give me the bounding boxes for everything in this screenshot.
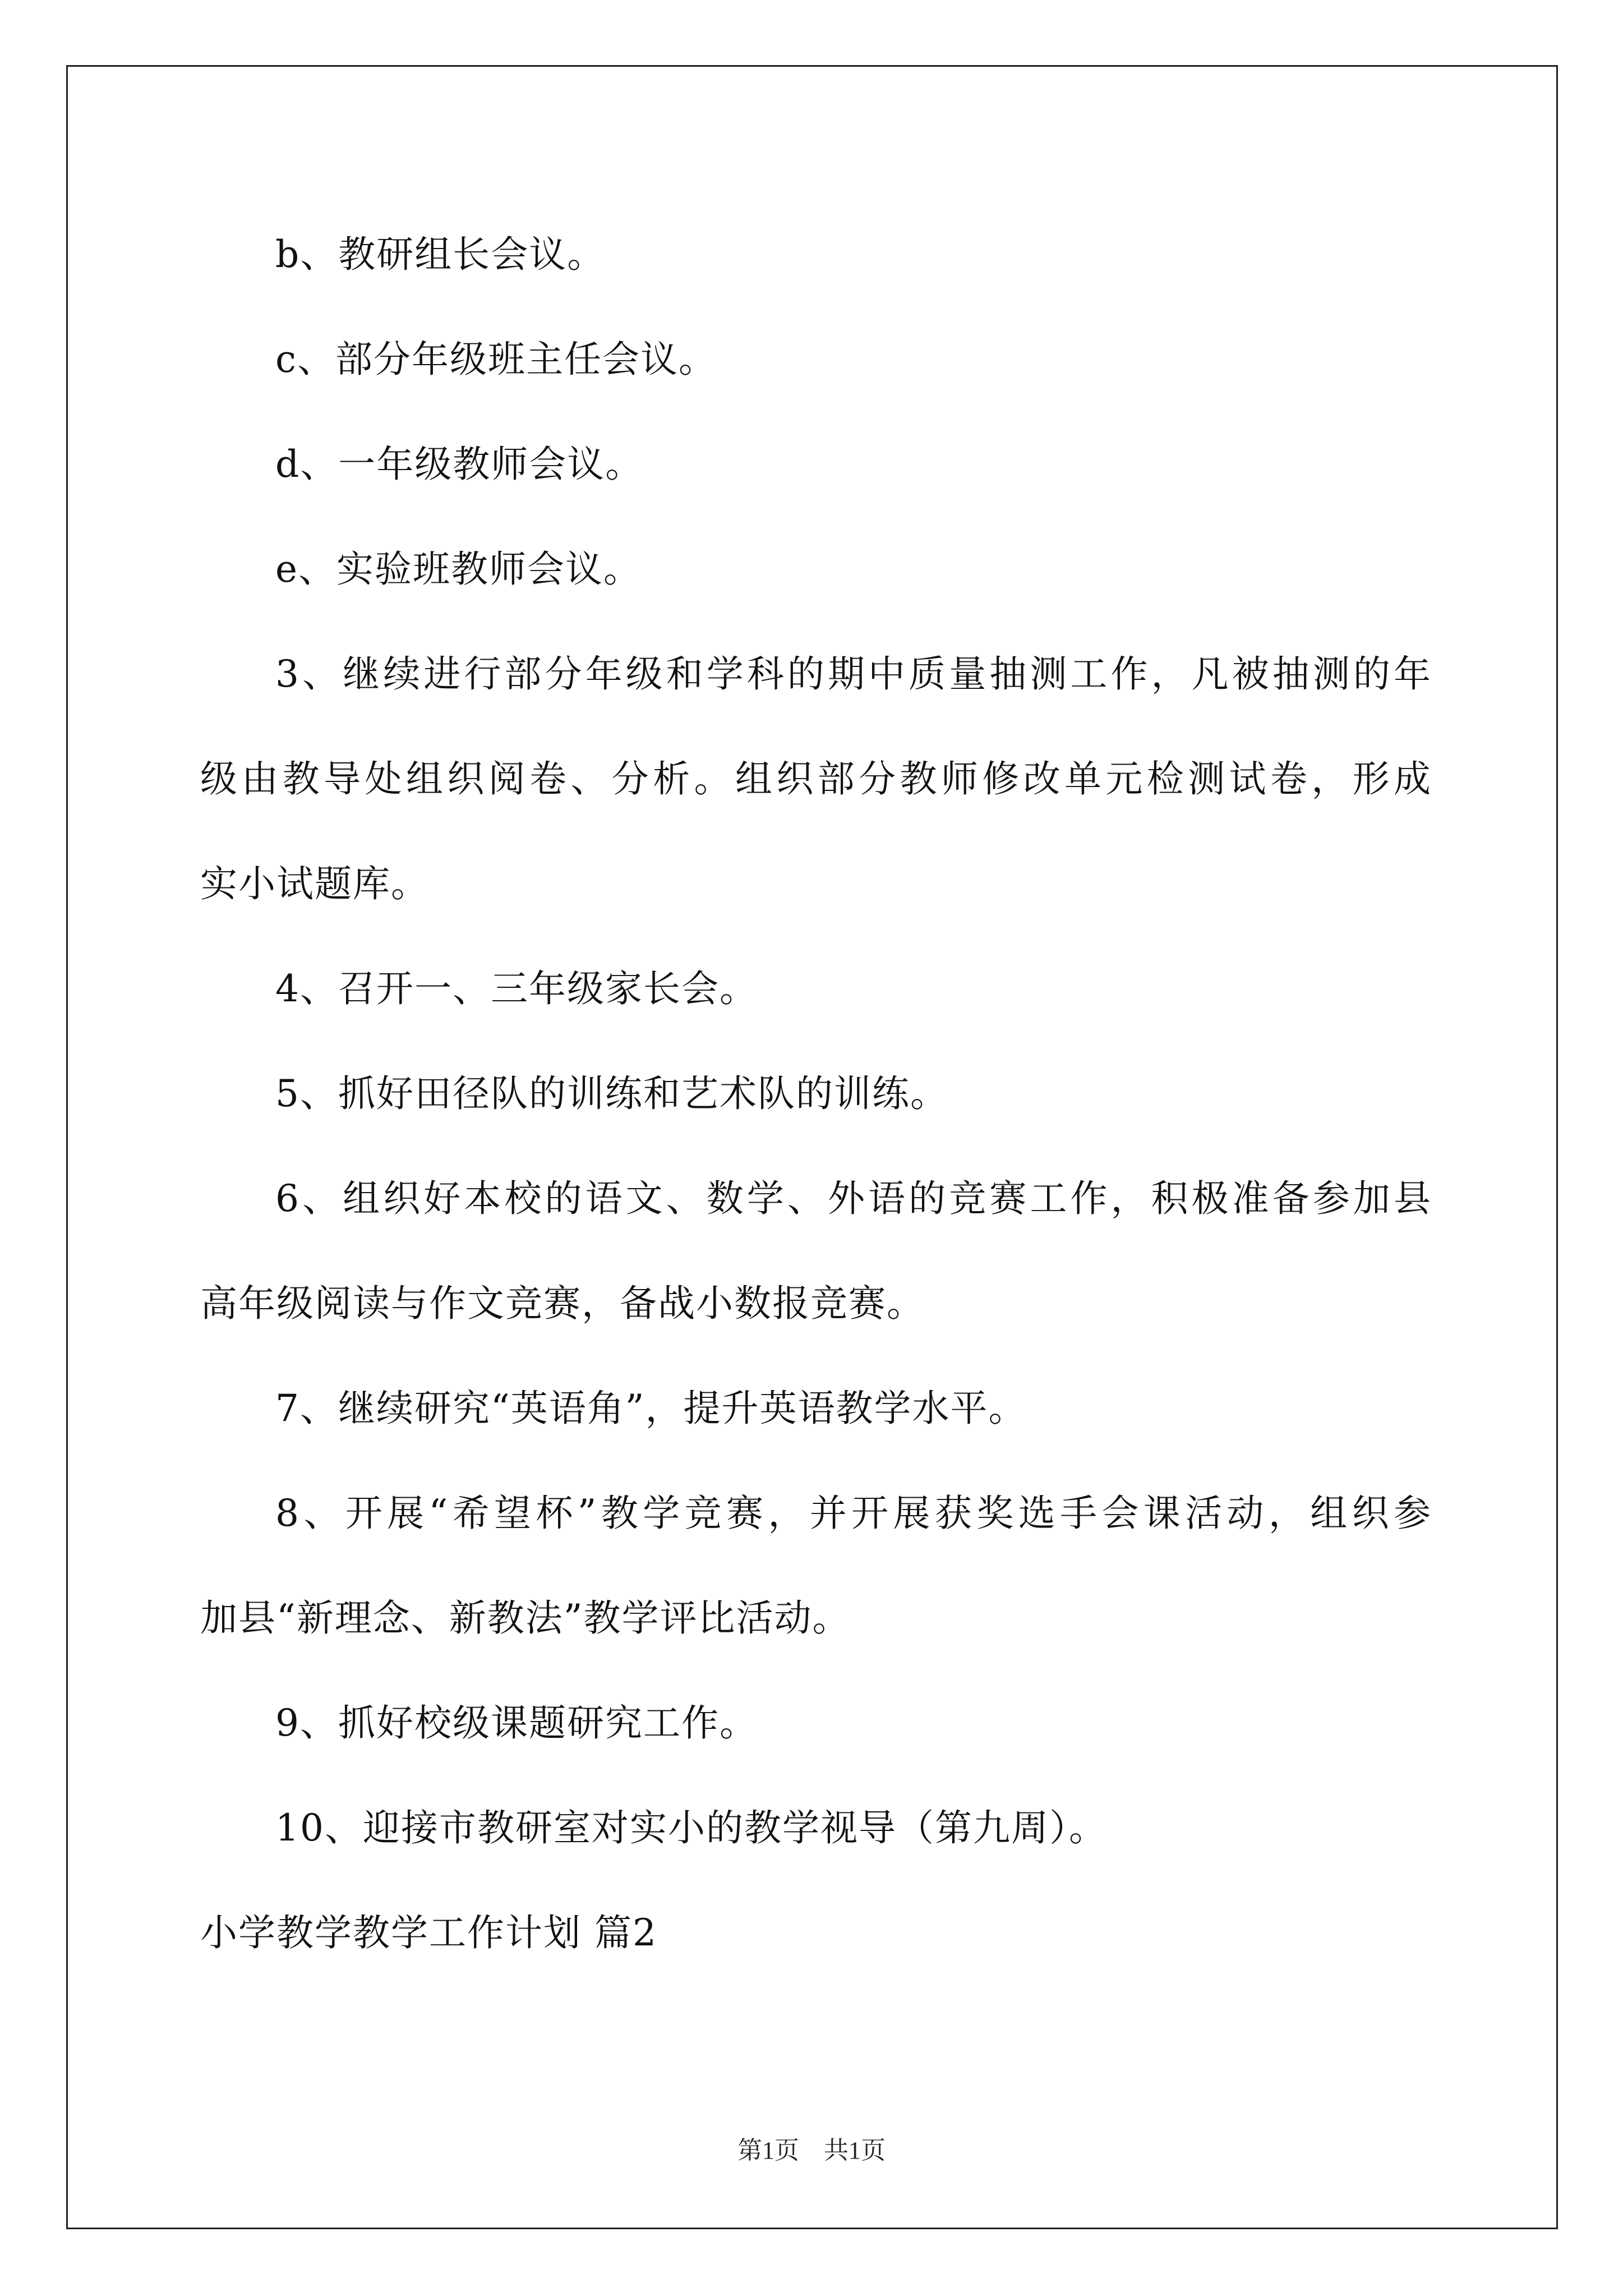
- paragraph-6-line-2: 高年级阅读与作文竞赛，备战小数报竞赛。: [200, 1282, 925, 1325]
- paragraph-5: 5、抓好田径队的训练和艺术队的训练。: [275, 1072, 948, 1115]
- page-border: [66, 65, 1558, 2229]
- paragraph-8-line-2: 加县“新理念、新教法”教学评比活动。: [200, 1596, 851, 1640]
- list-item-e: e、实验班教师会议。: [275, 547, 642, 591]
- section-heading: 小学教学教学工作计划 篇2: [200, 1911, 657, 1954]
- list-item-b: b、教研组长会议。: [275, 233, 606, 276]
- page-footer: 第1页 共1页: [737, 2137, 886, 2164]
- paragraph-9: 9、抓好校级课题研究工作。: [275, 1701, 758, 1745]
- paragraph-4: 4、召开一、三年级家长会。: [275, 967, 758, 1010]
- paragraph-6-line-1: 6、组织好本校的语文、数学、外语的竞赛工作，积极准备参加县: [275, 1177, 1432, 1220]
- paragraph-7: 7、继续研究“英语角”，提升英语教学水平。: [275, 1387, 1027, 1430]
- paragraph-3-line-3: 实小试题库。: [200, 862, 429, 905]
- list-item-d: d、一年级教师会议。: [275, 443, 644, 486]
- paragraph-8-line-1: 8、开展“希望杯”教学竞赛，并开展获奖选手会课活动，组织参: [275, 1492, 1432, 1535]
- paragraph-3-line-2: 级由教导处组织阅卷、分析。组织部分教师修改单元检测试卷，形成: [200, 757, 1432, 800]
- list-item-c: c、部分年级班主任会议。: [275, 338, 717, 381]
- paragraph-10: 10、迎接市教研室对实小的教学视导（第九周）。: [275, 1806, 1107, 1849]
- paragraph-3-line-1: 3、继续进行部分年级和学科的期中质量抽测工作，凡被抽测的年: [275, 652, 1432, 696]
